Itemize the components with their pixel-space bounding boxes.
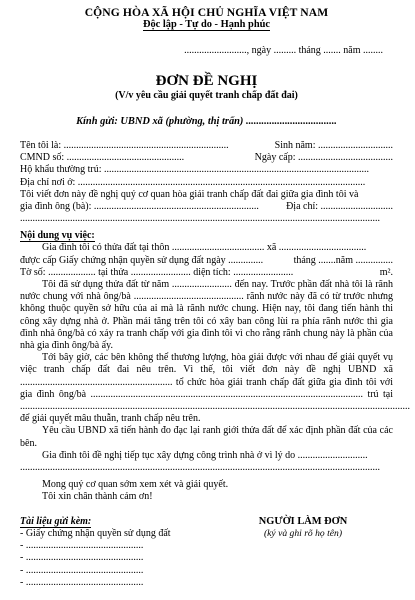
residence-field: Hộ khẩu thường trú: .......................................................................................................... <box>20 164 370 176</box>
usage-paragraph: Tôi đã sử dụng thửa đất từ năm ........................ đến nay. Trước phần đất nhà tôi là rãnh nước chung với nhà ông/bà ............................................ rãnh nước này đã có từ trước nhưng không thuộc quyền sở hữu của ai mà là rãnh nước chung. Hiện nay, tôi đang tiến hành thi công xây dựng nhà ở. Phần mái tăng trên tôi có xây ban công lùi ra phía rãnh nước thì gia đình nhà ông/bà có xảy ra tranh chấp với gia đình tôi vì cho rằng rãnh chung này là phần của nhà gia đình ông/bà ấy. <box>20 279 393 352</box>
personal-info <box>20 140 393 225</box>
recipient-line: Kính gửi: UBND xã (phường, thị trấn) ................................... <box>76 116 337 127</box>
motto-text: Độc lập - Tự do - Hạnh phúc <box>142 19 270 30</box>
content-heading <box>20 230 393 242</box>
attachment-item: - ............................................... <box>20 552 144 564</box>
attachment-item: - Giấy chứng nhận quyền sử dụng đất <box>20 527 171 539</box>
parcel-row <box>20 267 393 279</box>
id-row <box>20 152 393 164</box>
attachment-item: - ............................................... <box>20 564 144 576</box>
opponent-address-field: Địa chỉ: ............................. <box>286 201 393 213</box>
certificate-month-year-field: tháng .......năm ............... <box>293 254 393 266</box>
attachments <box>20 516 210 589</box>
signature-title: NGƯỜI LÀM ĐƠN <box>258 515 348 527</box>
footer <box>20 516 393 589</box>
survey-paragraph: Yêu cầu UBND xã tiến hành đo đạc lại ranh giới thửa đất để xác định phần đất của các bên. <box>20 425 393 449</box>
attachment-item: - ............................................... <box>20 576 144 588</box>
document-title: ĐƠN ĐỀ NGHỊ <box>155 73 258 89</box>
opponent-name-field: gia đình ông (bà): .................................................................. <box>20 201 259 213</box>
signature-note: (ký và ghi rõ họ tên) <box>263 527 343 539</box>
name-field: Tên tôi là: .................................................................. <box>20 140 229 151</box>
mediation-paragraph: Tới bây giờ, các bên không thể thương lượng, hòa giải được với nhau để giải quyết vụ việc tranh chấp đất đai nêu trên. Vì thế, tôi viết đơn này đề nghị UBND xã ............................................................. tổ chức hòa giải tranh chấp đất giữa gia đình tôi với gia đình ông/bà ............................................................................................................. trú tại ............................................................................................................................................................ để giải quyết mâu thuẫn, tranh chấp nêu trên. <box>20 352 410 425</box>
opponent-row <box>20 201 393 213</box>
content-heading-text: Nội dung vụ việc: <box>20 230 95 242</box>
address-field: Địa chỉ nơi ở: ................................................................................................................... <box>20 176 366 188</box>
closing-request: Mong quý cơ quan sớm xem xét và giải quyết. <box>42 479 229 491</box>
issue-date-field: Ngày cấp: ...................................... <box>254 152 393 164</box>
attachments-heading <box>20 516 210 528</box>
land-location-line: Gia đình tôi có thửa đất tại thôn ..................................... xã ................................... <box>42 242 367 254</box>
birth-year-field: Sinh năm: .............................. <box>274 140 393 151</box>
parcel-field: Tờ số: ................... tại thửa ........................ diện tích: ........................ <box>20 266 294 278</box>
construction-blank-line: ................................................................................................................................................ <box>20 462 380 474</box>
area-unit: m². <box>379 266 393 278</box>
date-line: ........................., ngày ......... tháng ....... năm ........ <box>184 45 383 56</box>
construction-paragraph: Gia đình tôi đề nghị tiếp tục xây dựng công trình nhà ở vì lý do ............................ <box>42 449 368 461</box>
id-number-field: CMND số: ............................................... <box>20 152 185 164</box>
national-title: CỘNG HÒA XÃ HỘI CHỦ NGHĨA VIỆT NAM <box>84 6 329 19</box>
document-subtitle: (V/v yêu cầu giải quyết tranh chấp đất đai) <box>115 90 298 101</box>
signature-block <box>233 516 393 589</box>
blank-line: ................................................................................................................................................ <box>20 213 380 225</box>
attachment-item: - ............................................... <box>20 540 144 552</box>
closing-thanks: Tôi xin chân thành cảm ơn! <box>42 491 153 503</box>
national-motto <box>20 19 393 31</box>
name-row <box>20 140 393 152</box>
certificate-date-row <box>20 255 393 267</box>
attachments-heading-text: Tài liệu gửi kèm: <box>20 515 92 527</box>
request-intro: Tôi viết đơn này đề nghị quý cơ quan hòa giải tranh chấp đất đai giữa gia đình tôi và <box>20 188 359 200</box>
certificate-date-field: được cấp Giấy chứng nhận quyền sử dụng đất ngày .............. <box>20 254 264 266</box>
